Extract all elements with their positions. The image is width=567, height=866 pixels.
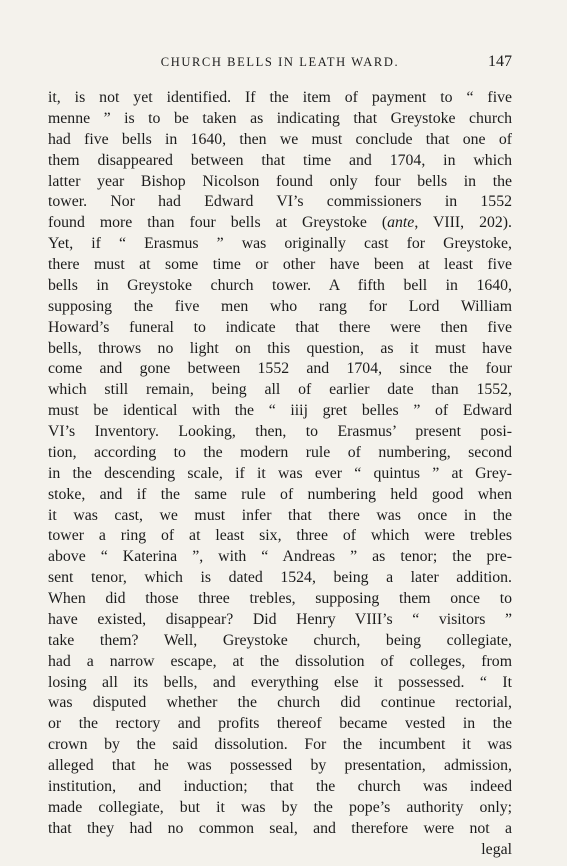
text-line: latter year Bishop Nicolson found only four bells in the — [48, 172, 512, 190]
body-text — [48, 88, 512, 860]
text-line: crown by the said dissolution. For the incumbent it was — [48, 736, 512, 754]
text-line: that they had no common seal, and therefore were not a — [48, 819, 512, 837]
running-title: CHURCH BELLS IN LEATH WARD. — [160, 55, 400, 69]
text-line: menne ” is to be taken as indicating that Greystoke church — [48, 109, 512, 127]
text-line: institution, and induction; that the church was indeed — [48, 777, 512, 795]
text-line: Howard’s funeral to indicate that there were then five — [48, 318, 512, 336]
text-line: which still remain, being all of earlier date than 1552, — [48, 381, 512, 399]
running-head — [48, 52, 512, 72]
text-line: bells in Greystoke church tower. A fifth bell in 1640, — [48, 276, 512, 294]
text-line: come and gone between 1552 and 1704, since the four — [48, 360, 512, 378]
text-line: had five bells in 1640, then we must conclude that one of — [48, 130, 512, 148]
text-line: must be identical with the “ iiij gret belles ” of Edward — [48, 402, 512, 420]
text-line: VI’s Inventory. Looking, then, to Erasmus’ present posi- — [48, 423, 512, 440]
text-line: them disappeared between that time and 1704, in which — [48, 151, 512, 169]
text-line: When did those three trebles, supposing them once to — [48, 590, 512, 607]
line-segment: found more than four bells at Greystoke ( — [48, 214, 388, 232]
text-line: made collegiate, but it was by the pope’s authority only; — [48, 798, 512, 816]
italic-word: ante — [387, 214, 415, 232]
line-segment: , VIII, 202). — [414, 214, 512, 232]
text-line: in the descending scale, if it was ever “ quintus ” at Grey- — [48, 464, 512, 482]
text-line: or the rectory and profits thereof became vested in the — [48, 715, 512, 733]
catchword: legal — [481, 840, 512, 858]
text-line-with-italic — [48, 213, 512, 234]
text-line: bells, throws no light on this question, as it must have — [48, 339, 512, 357]
text-line: tower. Nor had Edward VI’s commissioners in 1552 — [48, 193, 512, 211]
text-line: Yet, if “ Erasmus ” was originally cast for Greystoke, — [48, 235, 512, 253]
text-line: it was cast, we must infer that there was once in the — [48, 506, 512, 524]
text-line: stoke, and if the same rule of numbering held good when — [48, 485, 512, 503]
text-line: had a narrow escape, at the dissolution of colleges, from — [48, 652, 512, 670]
text-line: there must at some time or other have been at least five — [48, 256, 512, 273]
text-line: tion, according to the modern rule of numbering, second — [48, 443, 512, 461]
text-line: supposing the five men who rang for Lord William — [48, 297, 512, 315]
text-line: losing all its bells, and everything else it possessed. “ It — [48, 673, 512, 691]
text-line: it, is not yet identified. If the item of payment to “ five — [48, 89, 512, 106]
text-line: take them? Well, Greystoke church, being collegiate, — [48, 631, 512, 649]
text-line: have existed, disappear? Did Henry VIII’s “ visitors ” — [48, 610, 512, 628]
text-line: tower a ring of at least six, three of which were trebles — [48, 527, 512, 545]
text-line: above “ Katerina ”, with “ Andreas ” as tenor; the pre- — [48, 548, 512, 566]
text-line: sent tenor, which is dated 1524, being a later addition. — [48, 569, 512, 587]
page-number: 147 — [488, 53, 512, 70]
text-line: alleged that he was possessed by presentation, admission, — [48, 757, 512, 774]
text-line: was disputed whether the church did continue rectorial, — [48, 694, 512, 712]
